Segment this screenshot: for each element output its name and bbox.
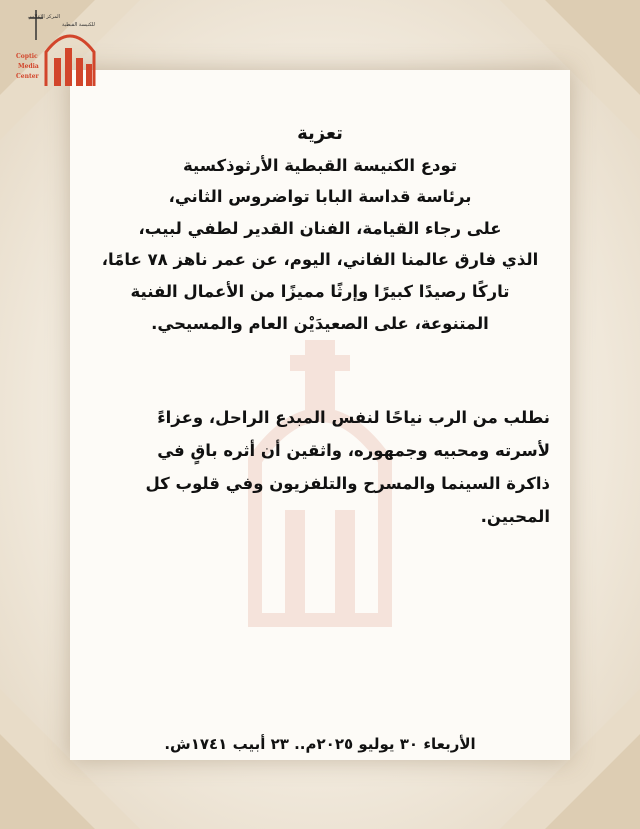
paragraph2-line: نطلب من الرب نياحًا لنفس المبدع الراحل، وعزاءً	[157, 408, 550, 428]
notice-date: الأربعاء ٣٠ يوليو ٢٠٢٥م.. ٢٣ أبيب ١٧٤١ش.	[164, 735, 476, 753]
notice-title: تعزية	[297, 123, 343, 144]
paragraph2-line: لأسرته ومحبيه وجمهوره، واثقين أن أثره باقٍ في	[157, 441, 550, 461]
paragraph1-line: الذي فارق عالمنا الفاني، اليوم، عن عمر ناهز ٧٨ عامًا،	[101, 250, 539, 270]
svg-text:المركز الإعلامي: المركز الإعلامي	[27, 14, 60, 20]
paragraph2	[90, 401, 550, 533]
paragraph1-line: برئاسة قداسة البابا تواضروس الثاني،	[168, 187, 472, 207]
paragraph1-line: المتنوعة، على الصعيدَيْن العام والمسيحي.	[151, 313, 489, 333]
svg-text:للكنيسة القبطية: للكنيسة القبطية	[62, 22, 95, 28]
paragraph1-line: تودع الكنيسة القبطية الأرثوذكسية	[182, 155, 458, 175]
svg-text:Media: Media	[18, 63, 39, 70]
svg-text:Coptic: Coptic	[16, 53, 38, 60]
paragraph2-line: ذاكرة السينما والمسرح والتلفزيون وفي قلوب كل	[145, 474, 550, 494]
svg-text:Center: Center	[16, 73, 39, 80]
coptic-media-center-logo	[2, 0, 112, 92]
condolence-text	[90, 118, 550, 533]
paragraph1-line: تاركًا رصيدًا كبيرًا وإرثًا مميزًا من الأعمال الفنية	[130, 281, 510, 301]
paragraph2-line: المحبين.	[480, 507, 550, 527]
paragraph1-line: على رجاء القيامة، الفنان القدير لطفي لبيب،	[138, 218, 502, 238]
